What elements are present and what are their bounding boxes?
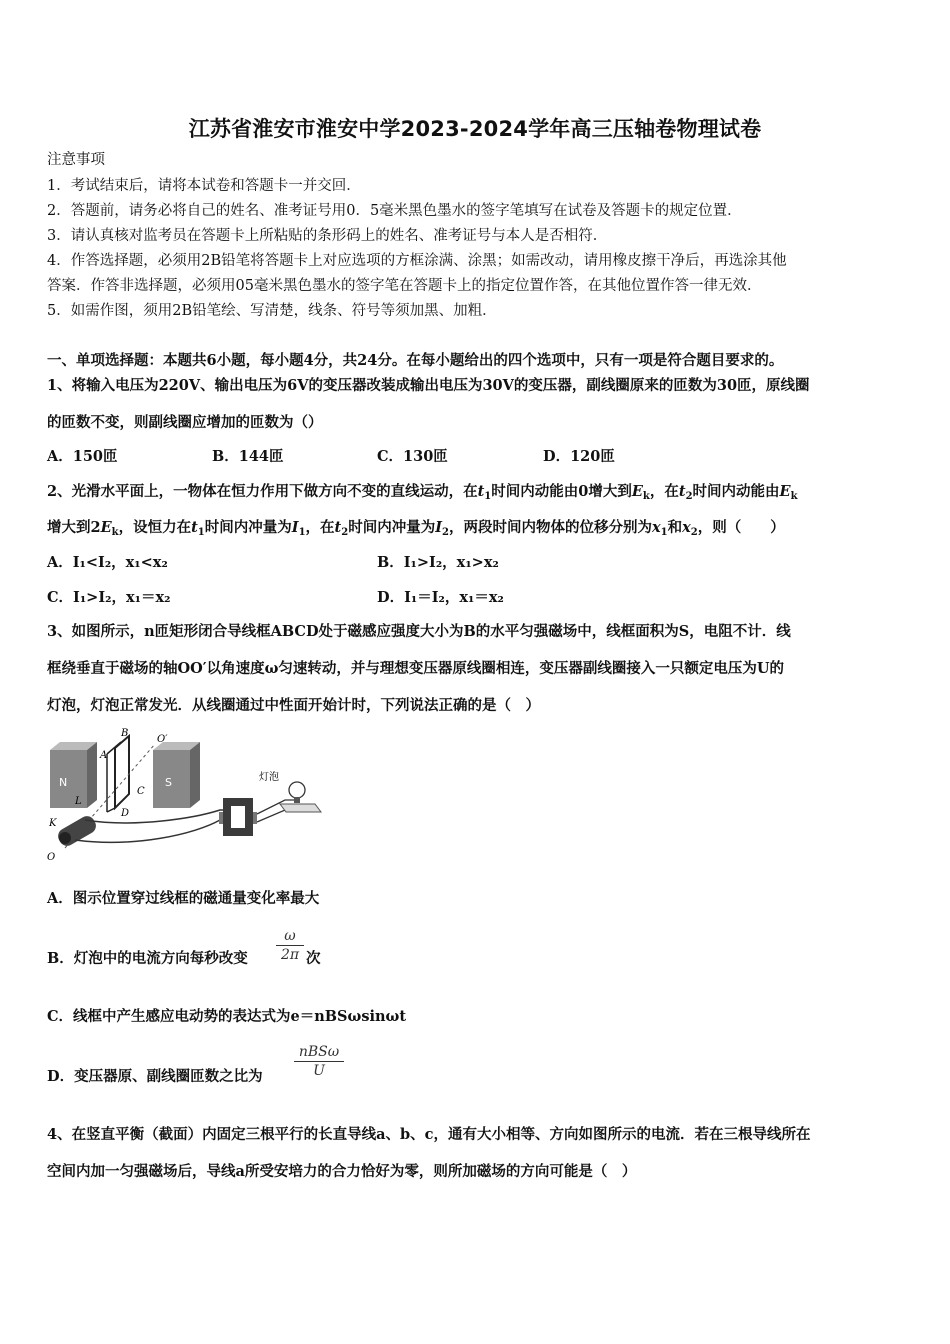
slip-rings <box>55 813 99 849</box>
q1-option-c: C．130匝 <box>377 448 448 465</box>
label-n: N <box>59 776 68 789</box>
notice-item: 4．作答选择题，必须用2B铅笔将答题卡上对应选项的方框涂满、涂黑；如需改动，请用橡皮擦干净后，再选涂其他 <box>47 253 787 269</box>
notice-item: 3．请认真核对监考员在答题卡上所粘贴的条形码上的姓名、准考证号与本人是否相符． <box>47 228 608 244</box>
label-c: C <box>137 786 145 797</box>
wire-bottom <box>75 820 223 842</box>
q1-text: 的匝数不变，则副线圈应增加的匝数为（） <box>47 414 323 431</box>
q3-text: 灯泡，灯泡正常发光．从线圈通过中性面开始计时，下列说法正确的是（ ） <box>47 697 540 714</box>
q4-text: 空间内加一匀强磁场后，导线a所受安培力的合力恰好为零，则所加磁场的方向可能是（ ） <box>47 1163 637 1180</box>
fraction-denominator: 2π <box>280 947 300 963</box>
label-lamp: 灯泡 <box>259 772 279 783</box>
lamp-bulb <box>289 782 305 798</box>
q3-text: 框绕垂直于磁场的轴OO′以角速度ω匀速转动，并与理想变压器原线圈相连，变压器副线圈接入一只额定电压为U的 <box>47 660 785 677</box>
q2-text-line1: 2、光滑水平面上，一物体在恒力作用下做方向不变的直线运动，在$t_1$时间内动能由0增大到$E_k$，在$t_2$时间内动能由$E_k$ <box>47 483 798 502</box>
q2-option-b: B．I₁>I₂，x₁>x₂ <box>377 554 499 571</box>
notice-heading: 注意事项 <box>47 152 105 168</box>
fraction-numerator: ω <box>284 928 296 944</box>
q3-option-b-post: 次 <box>306 950 321 967</box>
label-b: B <box>121 728 129 739</box>
section-heading: 一、单项选择题：本题共6小题，每小题4分，共24分。在每小题给出的四个选项中，只有一项是符合题目要求的。 <box>47 352 784 369</box>
q1-text: 1、将输入电压为220V、输出电压为6V的变压器改装成输出电压为30V的变压器，副线圈原来的匝数为30匝，原线圈 <box>47 377 810 394</box>
notice-item: 2．答题前，请务必将自己的姓名、准考证号用0．5毫米黑色墨水的签字笔填写在试卷及答题卡的规定位置． <box>47 203 742 219</box>
label-o: O <box>47 852 56 863</box>
q1-option-a: A．150匝 <box>47 448 118 465</box>
q3-option-b-fraction <box>276 927 304 964</box>
label-d: D <box>121 808 130 819</box>
label-a: A <box>100 750 108 761</box>
generator-figure <box>45 728 325 864</box>
lamp-base <box>280 804 321 812</box>
label-k: K <box>49 818 57 829</box>
notice-item: 答案．作答非选择题，必须用05毫米黑色墨水的签字笔在答题卡上的指定位置作答，在其他位置作答一律无效． <box>47 278 762 294</box>
q3-option-b-pre: B．灯泡中的电流方向每秒改变 <box>47 950 248 967</box>
label-o-prime: O′ <box>157 734 168 745</box>
q3-option-d-fraction <box>294 1043 344 1080</box>
wire-top <box>85 810 223 823</box>
q2-option-a: A．I₁<I₂，x₁<x₂ <box>47 554 168 571</box>
q3-option-d-pre: D．变压器原、副线圈匝数之比为 <box>47 1068 263 1085</box>
q2-text-line2: 增大到$2E_k$，设恒力在$t_1$时间内冲量为$I_1$，在$t_2$时间内冲量为$I_2$，两段时间内物体的位移分别为$x_1$和$x_2$，则（ ） <box>47 519 785 538</box>
page-title: 江苏省淮安市淮安中学2023-2024学年高三压轴卷物理试卷 <box>188 117 762 141</box>
q3-option-c: C．线框中产生感应电动势的表达式为e＝nBSωsinωt <box>47 1008 407 1025</box>
fraction-numerator: nBSω <box>298 1044 340 1060</box>
fraction-denominator: U <box>313 1063 325 1079</box>
coil-frame <box>115 736 129 808</box>
q3-option-a: A．图示位置穿过线框的磁通量变化率最大 <box>47 890 320 907</box>
q2-option-d: D．I₁＝I₂，x₁＝x₂ <box>377 589 504 606</box>
q2-option-c: C．I₁>I₂，x₁＝x₂ <box>47 589 171 606</box>
label-s: S <box>165 776 172 789</box>
q3-text: 3、如图所示，n匝矩形闭合导线框ABCD处于磁感应强度大小为B的水平匀强磁场中，线框面积为S，电阻不计．线 <box>47 623 791 640</box>
q1-option-d: D．120匝 <box>543 448 615 465</box>
notice-item: 5．如需作图，须用2B铅笔绘、写清楚，线条、符号等须加黑、加粗． <box>47 303 497 319</box>
q1-option-b: B．144匝 <box>212 448 284 465</box>
label-l: L <box>75 796 82 807</box>
q4-text: 4、在竖直平衡（截面）内固定三根平行的长直导线a、b、c，通有大小相等、方向如图所示的电流．若在三根导线所在 <box>47 1126 811 1143</box>
notice-item: 1．考试结束后，请将本试卷和答题卡一并交回． <box>47 178 361 194</box>
